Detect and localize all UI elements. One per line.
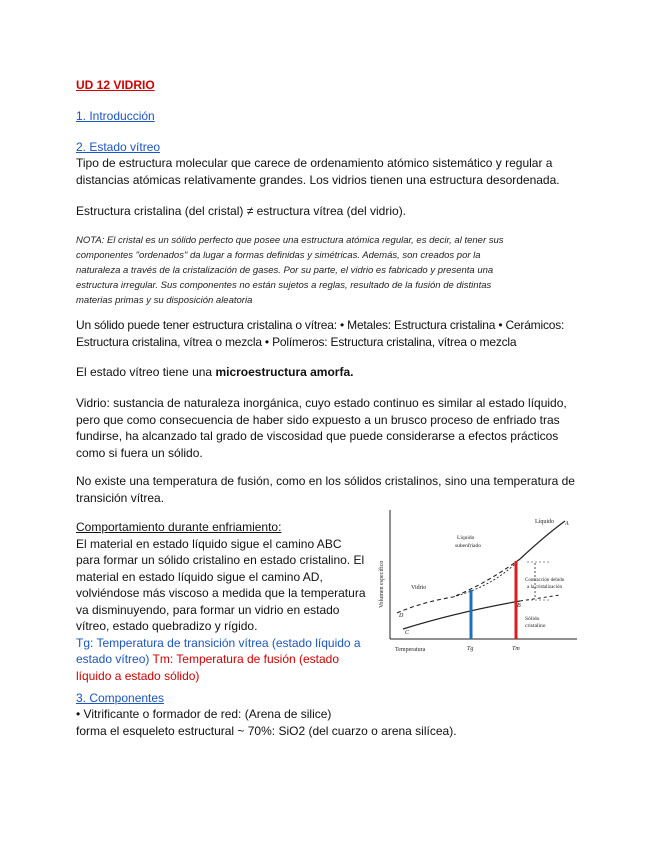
note-line: materias primas y su disposición aleatoria (76, 295, 253, 306)
glass-line-upper (453, 559, 520, 597)
point-c: C (405, 630, 410, 636)
text-line: forma el esqueleto estructural ~ 70%: SiO2 (del cuarzo o arena silícea). (76, 723, 457, 738)
note-block (76, 233, 576, 308)
label-subenfriado-1: Líquido (457, 535, 475, 541)
text-line: El material en estado líquido sigue el camino ABC (76, 536, 342, 551)
label-subenfriado-2: subenfriado (455, 543, 481, 549)
label-solido-1: Sólido (525, 616, 540, 622)
bold-term: microestructura amorfa. (215, 365, 354, 379)
crystalline-line (403, 601, 520, 629)
glass-line (397, 597, 453, 613)
label-contraccion-1: Contracción debido (525, 578, 565, 583)
paragraph-definition (76, 155, 576, 188)
text-line: va disminuyendo, para formar un vidrio en estado (76, 602, 340, 617)
paragraph-transition (76, 473, 576, 506)
paragraph-components (76, 706, 576, 739)
text-line: Estructura cristalina, vítrea o mezcla • Polímeros: Estructura cristalina, vítrea o mezcla (76, 334, 517, 349)
text-run: El estado vítreo tiene una (76, 365, 216, 379)
text-line: para formar un sólido cristalino en estado cristalino. El (76, 553, 365, 567)
text-line: como si fuera un sólido. (76, 445, 203, 460)
y-axis-label: Volumen específico (379, 560, 385, 608)
tick-tm: Tm (512, 646, 520, 652)
note-line: estructura irregular. Sus componentes no están sujetos a reglas, resultado de la fusión de distintas (76, 280, 492, 291)
text-line: transición vítrea. (76, 490, 165, 505)
note-line: componentes "ordenados" da lugar a formas definidas y simétricas. Además, son creados por la (76, 250, 481, 261)
supercooled-liquid-curve (453, 559, 520, 597)
text-line: distancias atómicas relativamente grandes. Los vidrios tienen una estructura desordenada. (76, 172, 560, 187)
x-axis-label: Temperatura (395, 647, 426, 653)
point-a: A (565, 521, 569, 527)
paragraph-amorphous (76, 364, 576, 381)
text-line: • Vitrificante o formador de red: (Arena de silice) (76, 707, 332, 721)
liquid-curve (520, 521, 565, 559)
text-line: material en estado líquido sigue el camino AD, (76, 569, 323, 584)
text-line: Tipo de estructura molecular que carece de ordenamiento atómico sistemático y regular a (76, 156, 553, 170)
note-line: naturaleza a través de la cristalización de gases. Por su parte, el vidrio es fabricado y presenta una (76, 265, 494, 276)
cooling-heading: Comportamiento durante enfriamiento: (76, 520, 282, 534)
text-line: volviéndose más viscoso a medida que la temperatura (76, 586, 366, 600)
label-liquido: Líquido (535, 519, 554, 525)
cooling-behavior-block (76, 519, 366, 684)
note-line: NOTA: El cristal es un sólido perfecto que posee una estructura atómica regular, es decir, al tener sus (76, 235, 504, 246)
cooling-diagram (375, 505, 581, 657)
section-link-componentes[interactable]: 3. Componentes (76, 691, 165, 705)
paragraph-vidrio-definition (76, 395, 576, 461)
tick-tg: Tg (467, 646, 474, 652)
text-line: fundirse, ha alcanzado tal grado de viscosidad que puede considerarse a efectos prácticos (76, 429, 559, 443)
text-line: No existe una temperatura de fusión, como en los sólidos cristalinos, sino una temperatura de (76, 474, 575, 488)
point-d: D (399, 613, 404, 619)
section-link-introduccion[interactable]: 1. Introducción (76, 109, 155, 123)
tg-definition: Tg: Temperatura de transición vítrea (estado líquido a (76, 635, 361, 650)
section-link-estado-vitreo[interactable]: 2. Estado vítreo (76, 140, 161, 154)
point-b: B (517, 603, 521, 609)
tm-definition: Tm: Temperatura de fusión (estado (149, 652, 340, 666)
tg-definition-end: estado vítreo) (76, 652, 150, 666)
paragraph-solid-structures (76, 317, 576, 350)
paragraph-crystal-vs-glass: Estructura cristalina (del cristal) ≠ estructura vítrea (del vidrio). (76, 204, 407, 218)
text-line: Un sólido puede tener estructura cristalina o vítrea: • Metales: Estructura cristalina • Cerámicos: (76, 318, 565, 332)
text-line: Vidrio: sustancia de naturaleza inorgánica, cuyo estado continuo es similar al estado líquido, (76, 396, 567, 410)
tm-definition-end: líquido a estado sólido) (76, 668, 200, 683)
label-vidrio: Vidrio (411, 585, 427, 591)
label-solido-2: cristalino (525, 623, 546, 629)
text-line: pero que como consecuencia de haber sido expuesto a un brusco proceso de enfriado tras (76, 412, 560, 427)
document-title: UD 12 VIDRIO (76, 78, 155, 92)
label-contraccion-2: a la cristalización (527, 585, 562, 590)
text-line: vítreo, estado quebradizo y rígido. (76, 619, 258, 633)
